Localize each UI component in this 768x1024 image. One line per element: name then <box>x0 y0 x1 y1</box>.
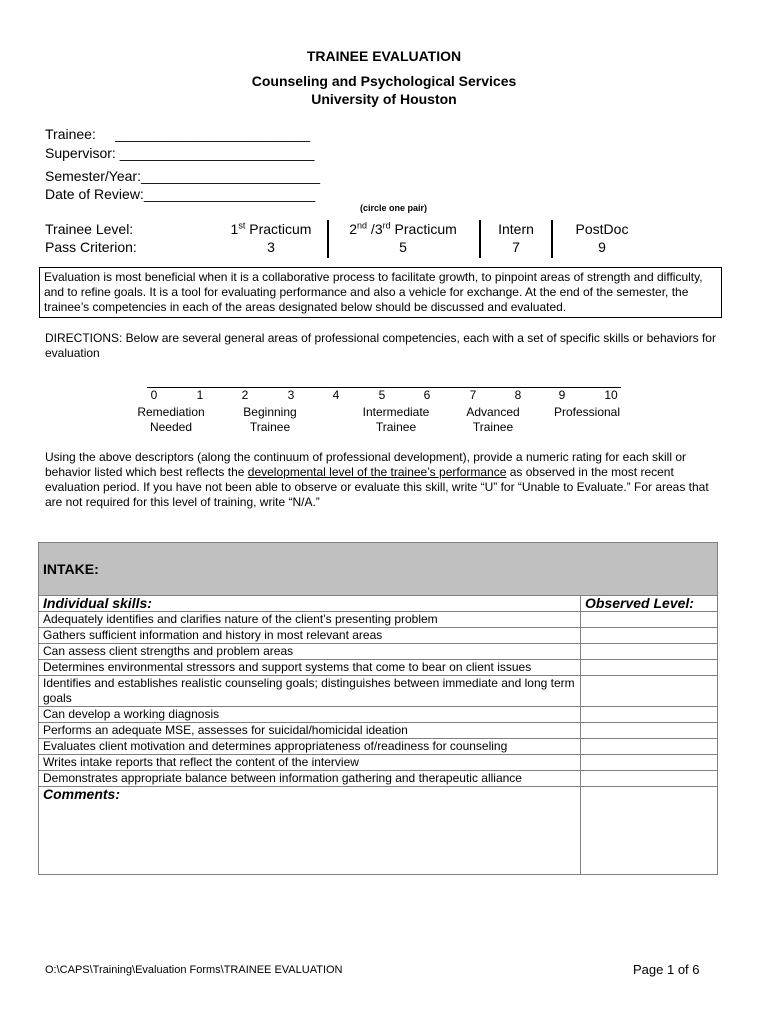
skill-text: Evaluates client motivation and determines appropriateness of/readiness for counseling <box>39 739 581 755</box>
instructions-part: Using the above descriptors (along the continuum of professional development), provide a numeric rating for each skill or behavior listed which best reflects the <box>45 450 687 479</box>
descriptor-line: Trainee <box>375 420 417 434</box>
observed-level-cell[interactable] <box>581 676 718 707</box>
intake-table <box>38 542 718 875</box>
table-row <box>39 612 718 628</box>
scale-number: 2 <box>241 388 249 402</box>
observed-level-cell[interactable] <box>581 707 718 723</box>
table-row <box>39 628 718 644</box>
comments-row <box>39 787 718 875</box>
descriptor-line: Remediation <box>137 405 205 419</box>
trainee-level-label: Trainee Level: <box>45 221 134 237</box>
instructions-underlined: developmental level of the trainee’s performance <box>247 465 507 479</box>
scale-number: 5 <box>378 388 386 402</box>
scale-descriptor-beginning <box>230 405 310 435</box>
trainee-field[interactable]: Trainee: _________________________ <box>45 126 310 142</box>
level-intern[interactable]: Intern <box>498 221 534 237</box>
comments-label[interactable]: Comments: <box>39 787 581 875</box>
intro-box: Evaluation is most beneficial when it is a collaborative process to facilitate growth, to pinpoint areas of strength and difficulty, and to refine goals. It is a tool for evaluating performance and also a vehicle for exchange. At the end of the semester, the trainee’s competencies in each of the areas designated below should be discussed and evaluated. <box>39 267 722 318</box>
observed-level-cell[interactable] <box>581 771 718 787</box>
descriptor-line: Needed <box>149 420 193 434</box>
circle-note: (circle one pair) <box>360 203 428 213</box>
observed-level-cell[interactable] <box>581 755 718 771</box>
supervisor-field[interactable]: Supervisor: _________________________ <box>45 145 315 161</box>
column-header-observed: Observed Level: <box>581 596 718 612</box>
skill-text: Adequately identifies and clarifies nature of the client’s presenting problem <box>39 612 581 628</box>
descriptor-line: Advanced <box>466 405 520 419</box>
level-divider <box>327 220 329 258</box>
scale-number: 1 <box>196 388 204 402</box>
descriptor-line: Beginning <box>243 405 297 419</box>
scale-descriptor-advanced <box>456 405 530 435</box>
descriptor-line: Trainee <box>472 420 514 434</box>
scale-descriptor-intermediate <box>352 405 440 435</box>
pass-criterion-label: Pass Criterion: <box>45 239 137 255</box>
observed-level-cell[interactable] <box>581 628 718 644</box>
level-divider <box>479 220 481 258</box>
observed-level-cell[interactable] <box>581 612 718 628</box>
criterion-4: 9 <box>598 239 606 255</box>
skill-text: Identifies and establishes realistic counseling goals; distinguishes between immediate and long term goals <box>39 676 581 707</box>
directions-text: DIRECTIONS: Below are several general areas of professional competencies, each with a set of specific skills or behaviors for evaluation <box>45 331 716 360</box>
observed-level-cell[interactable] <box>581 644 718 660</box>
skill-text: Performs an adequate MSE, assesses for suicidal/homicidal ideation <box>39 723 581 739</box>
table-row <box>39 771 718 787</box>
observed-level-cell[interactable] <box>581 739 718 755</box>
descriptor-line: Trainee <box>249 420 291 434</box>
level-postdoc[interactable]: PostDoc <box>575 221 629 237</box>
observed-level-cell[interactable] <box>581 660 718 676</box>
section-header-intake: INTAKE: <box>39 543 718 596</box>
scale-number: 3 <box>287 388 295 402</box>
scale-number: 6 <box>423 388 431 402</box>
scale-number: 9 <box>558 388 566 402</box>
skill-text: Can assess client strengths and problem areas <box>39 644 581 660</box>
table-row <box>39 660 718 676</box>
observed-level-cell[interactable] <box>581 723 718 739</box>
comments-level-cell[interactable] <box>581 787 718 875</box>
instructions-text <box>45 450 725 510</box>
criterion-1: 3 <box>267 239 275 255</box>
instructions-part: as observed in the most recent evaluation period. If you have not been able to observe or evaluate this skill, write “U” for “Unable to Evaluate.” For areas that are not required for this level of training, write “N/A.” <box>45 465 709 509</box>
org-name: Counseling and Psychological Services <box>251 73 517 89</box>
document-title: TRAINEE EVALUATION <box>306 48 462 64</box>
file-path: O:\CAPS\Training\Evaluation Forms\TRAINEE EVALUATION <box>45 964 343 976</box>
page-number: Page 1 of 6 <box>633 962 700 977</box>
scale-number: 4 <box>332 388 340 402</box>
skill-text: Gathers sufficient information and history in most relevant areas <box>39 628 581 644</box>
scale-number: 7 <box>469 388 477 402</box>
skill-text: Can develop a working diagnosis <box>39 707 581 723</box>
level-practicum-2-3[interactable]: 2nd /3rd Practicum <box>349 220 457 237</box>
descriptor-line: Intermediate <box>362 405 430 419</box>
level-divider <box>551 220 553 258</box>
date-field[interactable]: Date of Review:______________________ <box>45 186 316 202</box>
criterion-3: 7 <box>512 239 520 255</box>
skill-text: Writes intake reports that reflect the content of the interview <box>39 755 581 771</box>
scale-number: 10 <box>604 388 618 402</box>
table-row <box>39 723 718 739</box>
table-row <box>39 755 718 771</box>
column-header-skills: Individual skills: <box>39 596 581 612</box>
table-row <box>39 644 718 660</box>
level-practicum-1[interactable]: 1st Practicum <box>230 220 312 237</box>
skill-text: Determines environmental stressors and support systems that come to bear on client issues <box>39 660 581 676</box>
skill-text: Demonstrates appropriate balance between information gathering and therapeutic alliance <box>39 771 581 787</box>
table-row <box>39 707 718 723</box>
scale-number: 8 <box>514 388 522 402</box>
scale-number: 0 <box>150 388 158 402</box>
university-name: University of Houston <box>311 91 457 107</box>
semester-field[interactable]: Semester/Year:_______________________ <box>45 168 321 184</box>
scale-descriptor-remediation <box>128 405 214 435</box>
criterion-2: 5 <box>399 239 407 255</box>
scale-descriptor-professional: Professional <box>553 405 621 419</box>
table-row <box>39 676 718 707</box>
table-row <box>39 739 718 755</box>
